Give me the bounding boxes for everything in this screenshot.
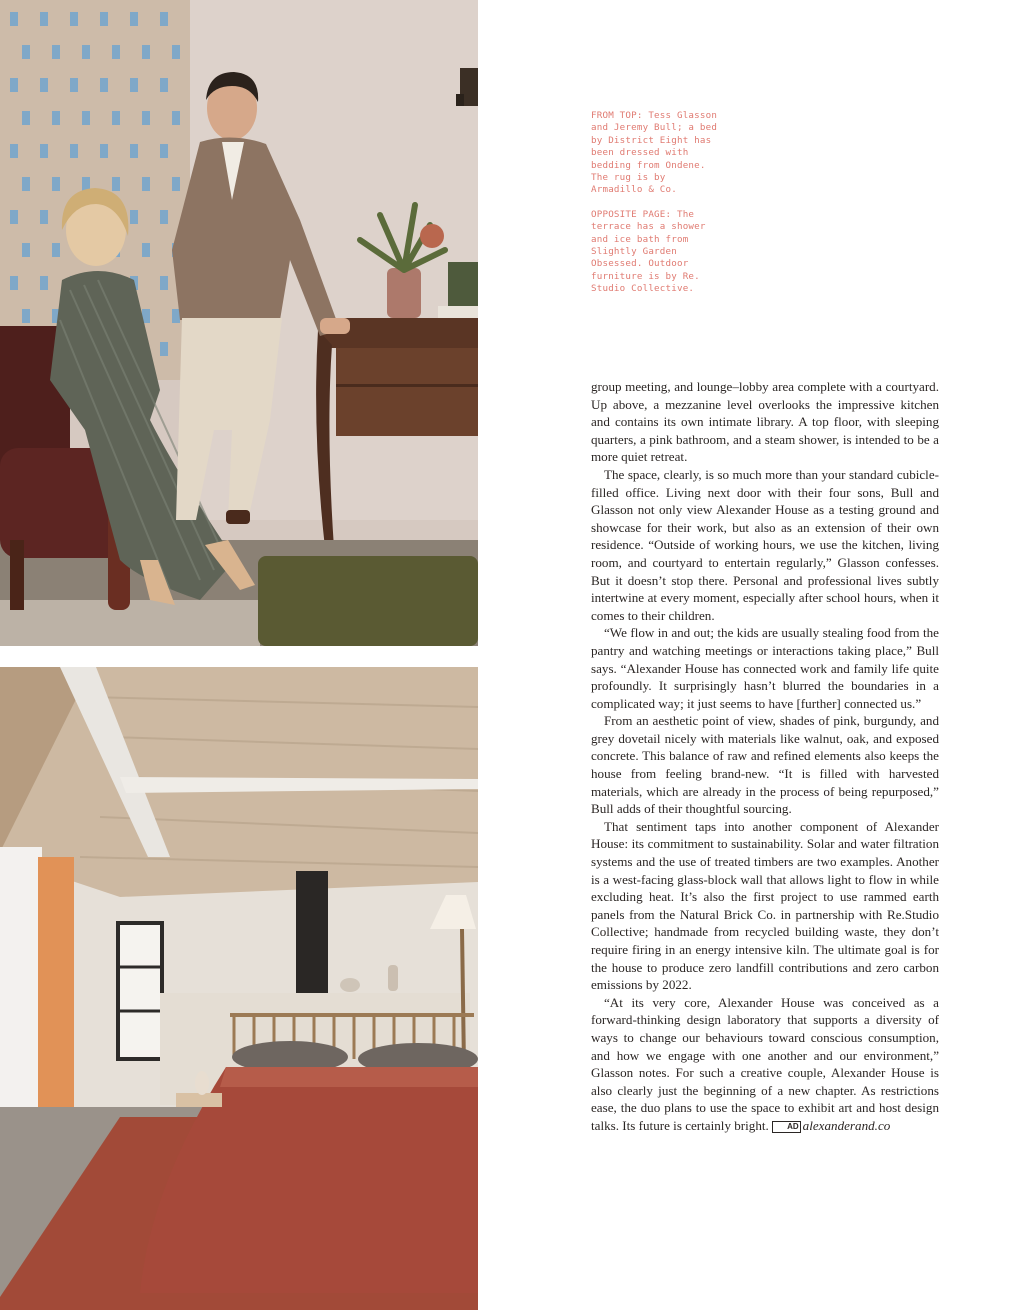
doorway xyxy=(118,923,162,1059)
ad-end-mark: AD xyxy=(772,1121,801,1133)
glass-block xyxy=(82,45,90,59)
glass-block xyxy=(112,111,120,125)
glass-block xyxy=(172,177,180,191)
glass-block xyxy=(172,45,180,59)
glass-block xyxy=(142,45,150,59)
bedroom-illustration xyxy=(0,667,478,1310)
article-paragraph-last xyxy=(591,994,939,1135)
caption-from-top: FROM TOP: Tess Glasson and Jeremy Bull; a bed by District Eight has been dressed with bedding from Ondene. The rug is by Armadillo & Co. xyxy=(591,110,718,196)
bedroom-photo xyxy=(0,667,478,1310)
glass-block xyxy=(130,12,138,26)
glass-block xyxy=(172,111,180,125)
glass-block xyxy=(130,144,138,158)
glass-block xyxy=(100,12,108,26)
glass-block xyxy=(40,78,48,92)
glass-block xyxy=(70,78,78,92)
glass-block xyxy=(82,111,90,125)
article-paragraph: group meeting, and lounge–lobby area complete with a courtyard. Up above, a mezzanine level overlooks the impressive kitchen and contains its own intimate library. A top floor, with sleeping quarters, a pink bathroom, and a steam shower, is intended to be a more quiet retreat. xyxy=(591,379,939,465)
article-body xyxy=(591,378,939,1135)
ottoman xyxy=(258,556,478,646)
glass-block xyxy=(22,243,30,257)
glass-block xyxy=(172,309,180,323)
glass-block xyxy=(10,78,18,92)
glass-block xyxy=(40,144,48,158)
glass-block xyxy=(40,210,48,224)
glass-block xyxy=(100,78,108,92)
glass-block xyxy=(160,342,168,356)
glass-block xyxy=(52,45,60,59)
flue-pipe xyxy=(296,871,328,995)
glass-block xyxy=(22,45,30,59)
website-link[interactable]: alexanderand.co xyxy=(802,1117,891,1133)
glass-block xyxy=(160,12,168,26)
glass-block xyxy=(22,309,30,323)
glass-block xyxy=(10,210,18,224)
glass-block xyxy=(40,12,48,26)
article-paragraph: That sentiment taps into another component of Alexander House: its commitment to sustainability. Solar and water filtration systems and the use of treated timbers are two examples. Another is a west-facing glass-block wall that allows light to flow in while excluding heat. It’s also the first project to use rammed earth panels from the Natural Brick Co. in partnership with Re.Studio Collective; handmade from recycled building waste, they don’t require firing in an energy intensive kiln. The ultimate goal is for the house to produce zero landfill contributions and zero carbon emissions by 2022. xyxy=(591,818,939,993)
portrait-illustration xyxy=(0,0,478,646)
glass-block xyxy=(22,111,30,125)
glass-block xyxy=(130,78,138,92)
glass-block xyxy=(160,144,168,158)
article-paragraph: The space, clearly, is so much more than your standard cubicle-filled office. Living next door with their four sons, Bull and Glasson not only view Alexander House as a testing ground and showcase for their work, but also as an extension of their own residence. “Outside of working hours, we use the kitchen, living room, and courtyard to entertain regularly,” Glasson confesses. But it doesn’t stop there. Personal and professional lives subtly intertwine at every moment, especially after school hours, when it comes to their children. xyxy=(591,466,939,623)
glass-block xyxy=(40,276,48,290)
glass-block xyxy=(112,45,120,59)
glass-block xyxy=(100,144,108,158)
glass-block xyxy=(160,210,168,224)
glass-block xyxy=(10,276,18,290)
glass-block xyxy=(22,177,30,191)
article-paragraph: From an aesthetic point of view, shades of pink, burgundy, and grey dovetail nicely with materials like walnut, oak, and exposed concrete. This balance of raw and refined elements also keeps the house from feeling brand-new. “It is filled with harvested materials, which are already in the process of being repurposed,” Bull adds of their thoughtful sourcing. xyxy=(591,713,939,817)
glass-block xyxy=(52,243,60,257)
glass-block xyxy=(130,210,138,224)
glass-block xyxy=(52,177,60,191)
article-paragraph: “We flow in and out; the kids are usually stealing food from the pantry and watching meetings or interactions taking place,” Bull says. “Alexander House has connected work and family life quite profoundly. It surprisingly hasn’t blurred the boundaries in a complicated way; it just seems to have [further] connected us.” xyxy=(591,625,939,711)
glass-block xyxy=(142,111,150,125)
glass-block xyxy=(112,177,120,191)
photo-captions xyxy=(591,110,721,308)
caption-opposite-page: OPPOSITE PAGE: The terrace has a shower and ice bath from Slightly Garden Obsessed. Outdoor furniture is by Re. Studio Collective. xyxy=(591,208,706,295)
portrait-photo xyxy=(0,0,478,646)
glass-block xyxy=(10,144,18,158)
glass-block xyxy=(70,144,78,158)
glass-block xyxy=(10,12,18,26)
glass-block xyxy=(160,276,168,290)
glass-block xyxy=(142,243,150,257)
article-paragraph-text: “At its very core, Alexander House was conceived as a forward-thinking design laboratory that supports a diversity of ways to change our behaviours toward conscious consumption, and how we engage with one another and our environment,” Glasson notes. For such a creative couple, Alexander House is also clearly just the beginning of a new chapter. As restrictions ease, the duo plans to use the space to exhibit art and host design talks. Its future is certainly bright. xyxy=(591,994,939,1133)
glass-block xyxy=(142,177,150,191)
glass-block xyxy=(160,78,168,92)
glass-block xyxy=(52,111,60,125)
orange-curtain xyxy=(38,857,74,1127)
glass-block xyxy=(70,12,78,26)
